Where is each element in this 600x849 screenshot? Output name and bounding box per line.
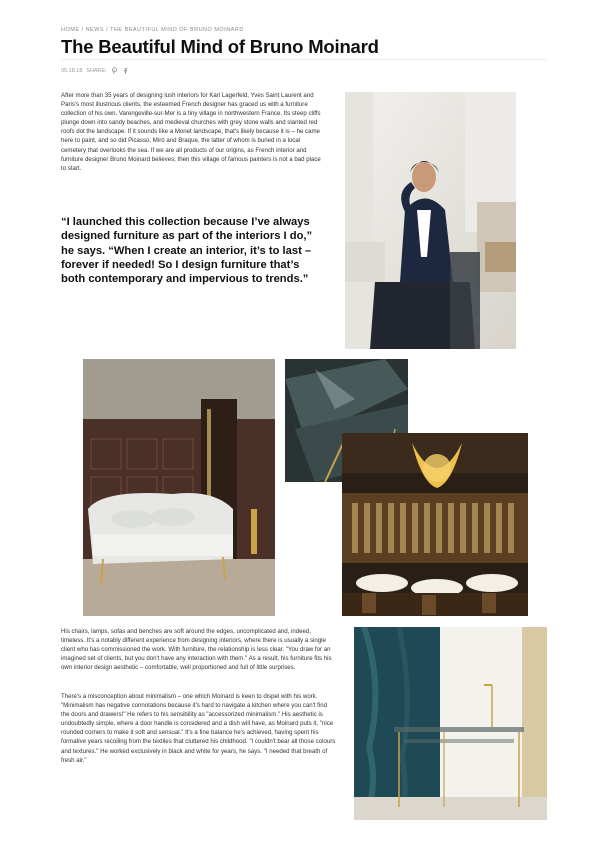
breadcrumb[interactable]: HOME / NEWS / THE BEAUTIFUL MIND OF BRUNO MOINARD xyxy=(61,27,244,33)
restaurant-chandelier-photo xyxy=(342,433,528,616)
article-meta xyxy=(61,67,129,74)
pinterest-icon[interactable] xyxy=(111,67,118,74)
title-divider xyxy=(61,59,547,60)
intro-paragraph: After more than 35 years of designing lush interiors for Karl Lagerfeld, Yves Saint Laurent and Paris's most illustrious clients, the esteemed French designer has graced us with a furniture collection of his own. Varengeville-sur-Mer is a tiny village in northwestern France. Its steep cliffs plunge down into sandy beaches, and medieval churches with grey stone walls and slanted red roofs dot the landscape. If it sounds like a Monet landscape, that's likely because it is – he came here to paint, and so did Picasso, Miró and Braque, the latter of whom is buried in a local cemetery that overlooks the sea. If we are all products of our origins, as French interior and furniture designer Bruno Moinard believes, then this village of famous painters is not a bad place to start. xyxy=(61,92,321,172)
facebook-icon[interactable] xyxy=(122,67,129,74)
body-paragraph-2: His chairs, lamps, sofas and benches are soft around the edges, uncomplicated and, indeed, timeless. It's a notably different experience from designing interiors, where there is usually a single client who has commissioned the work. With furniture, the relationship is less clear. "You draw for an imagined set of clients, but you don't have any interaction with them." As a result, his furniture fits his own interior design aesthetic – comfortable, well proportioned and full of little surprises. xyxy=(61,628,332,672)
designer-portrait-photo xyxy=(345,92,516,349)
console-table-photo xyxy=(354,627,547,820)
sofa-interior-photo xyxy=(83,359,275,616)
body-paragraph-3: There's a misconception about minimalism – one which Moinard is keen to dispel with his work. "Minimalism has negative connotations because it's hard to navigate a kitchen where you can't find the doors and drawers!" He refers to his sensibility as "accessorized minimalism." His aesthetic is undoubtedly simple, where a door handle is considered and a dish will have, as Moinard puts it, "nice rounded corners to make it soft and sensual." It's a fine balance he's achieved, having spent his formative years recoiling from the textiles that cluttered his childhood. "I couldn't bear all those colours and textures." He worked exclusively in black and white for years, he says. "I needed that breath of fresh air." xyxy=(61,693,336,764)
share-label: SHARE: xyxy=(86,67,107,74)
pull-quote: “I launched this collection because I’ve always designed furniture as part of the interiors I do,” he says. “When I create an interior, it’s to last –forever if needed! So I design furniture that’s both contemporary and impervious to trends.” xyxy=(61,216,313,286)
page-title: The Beautiful Mind of Bruno Moinard xyxy=(61,36,379,57)
publish-date: 05.18.18 xyxy=(61,67,83,74)
